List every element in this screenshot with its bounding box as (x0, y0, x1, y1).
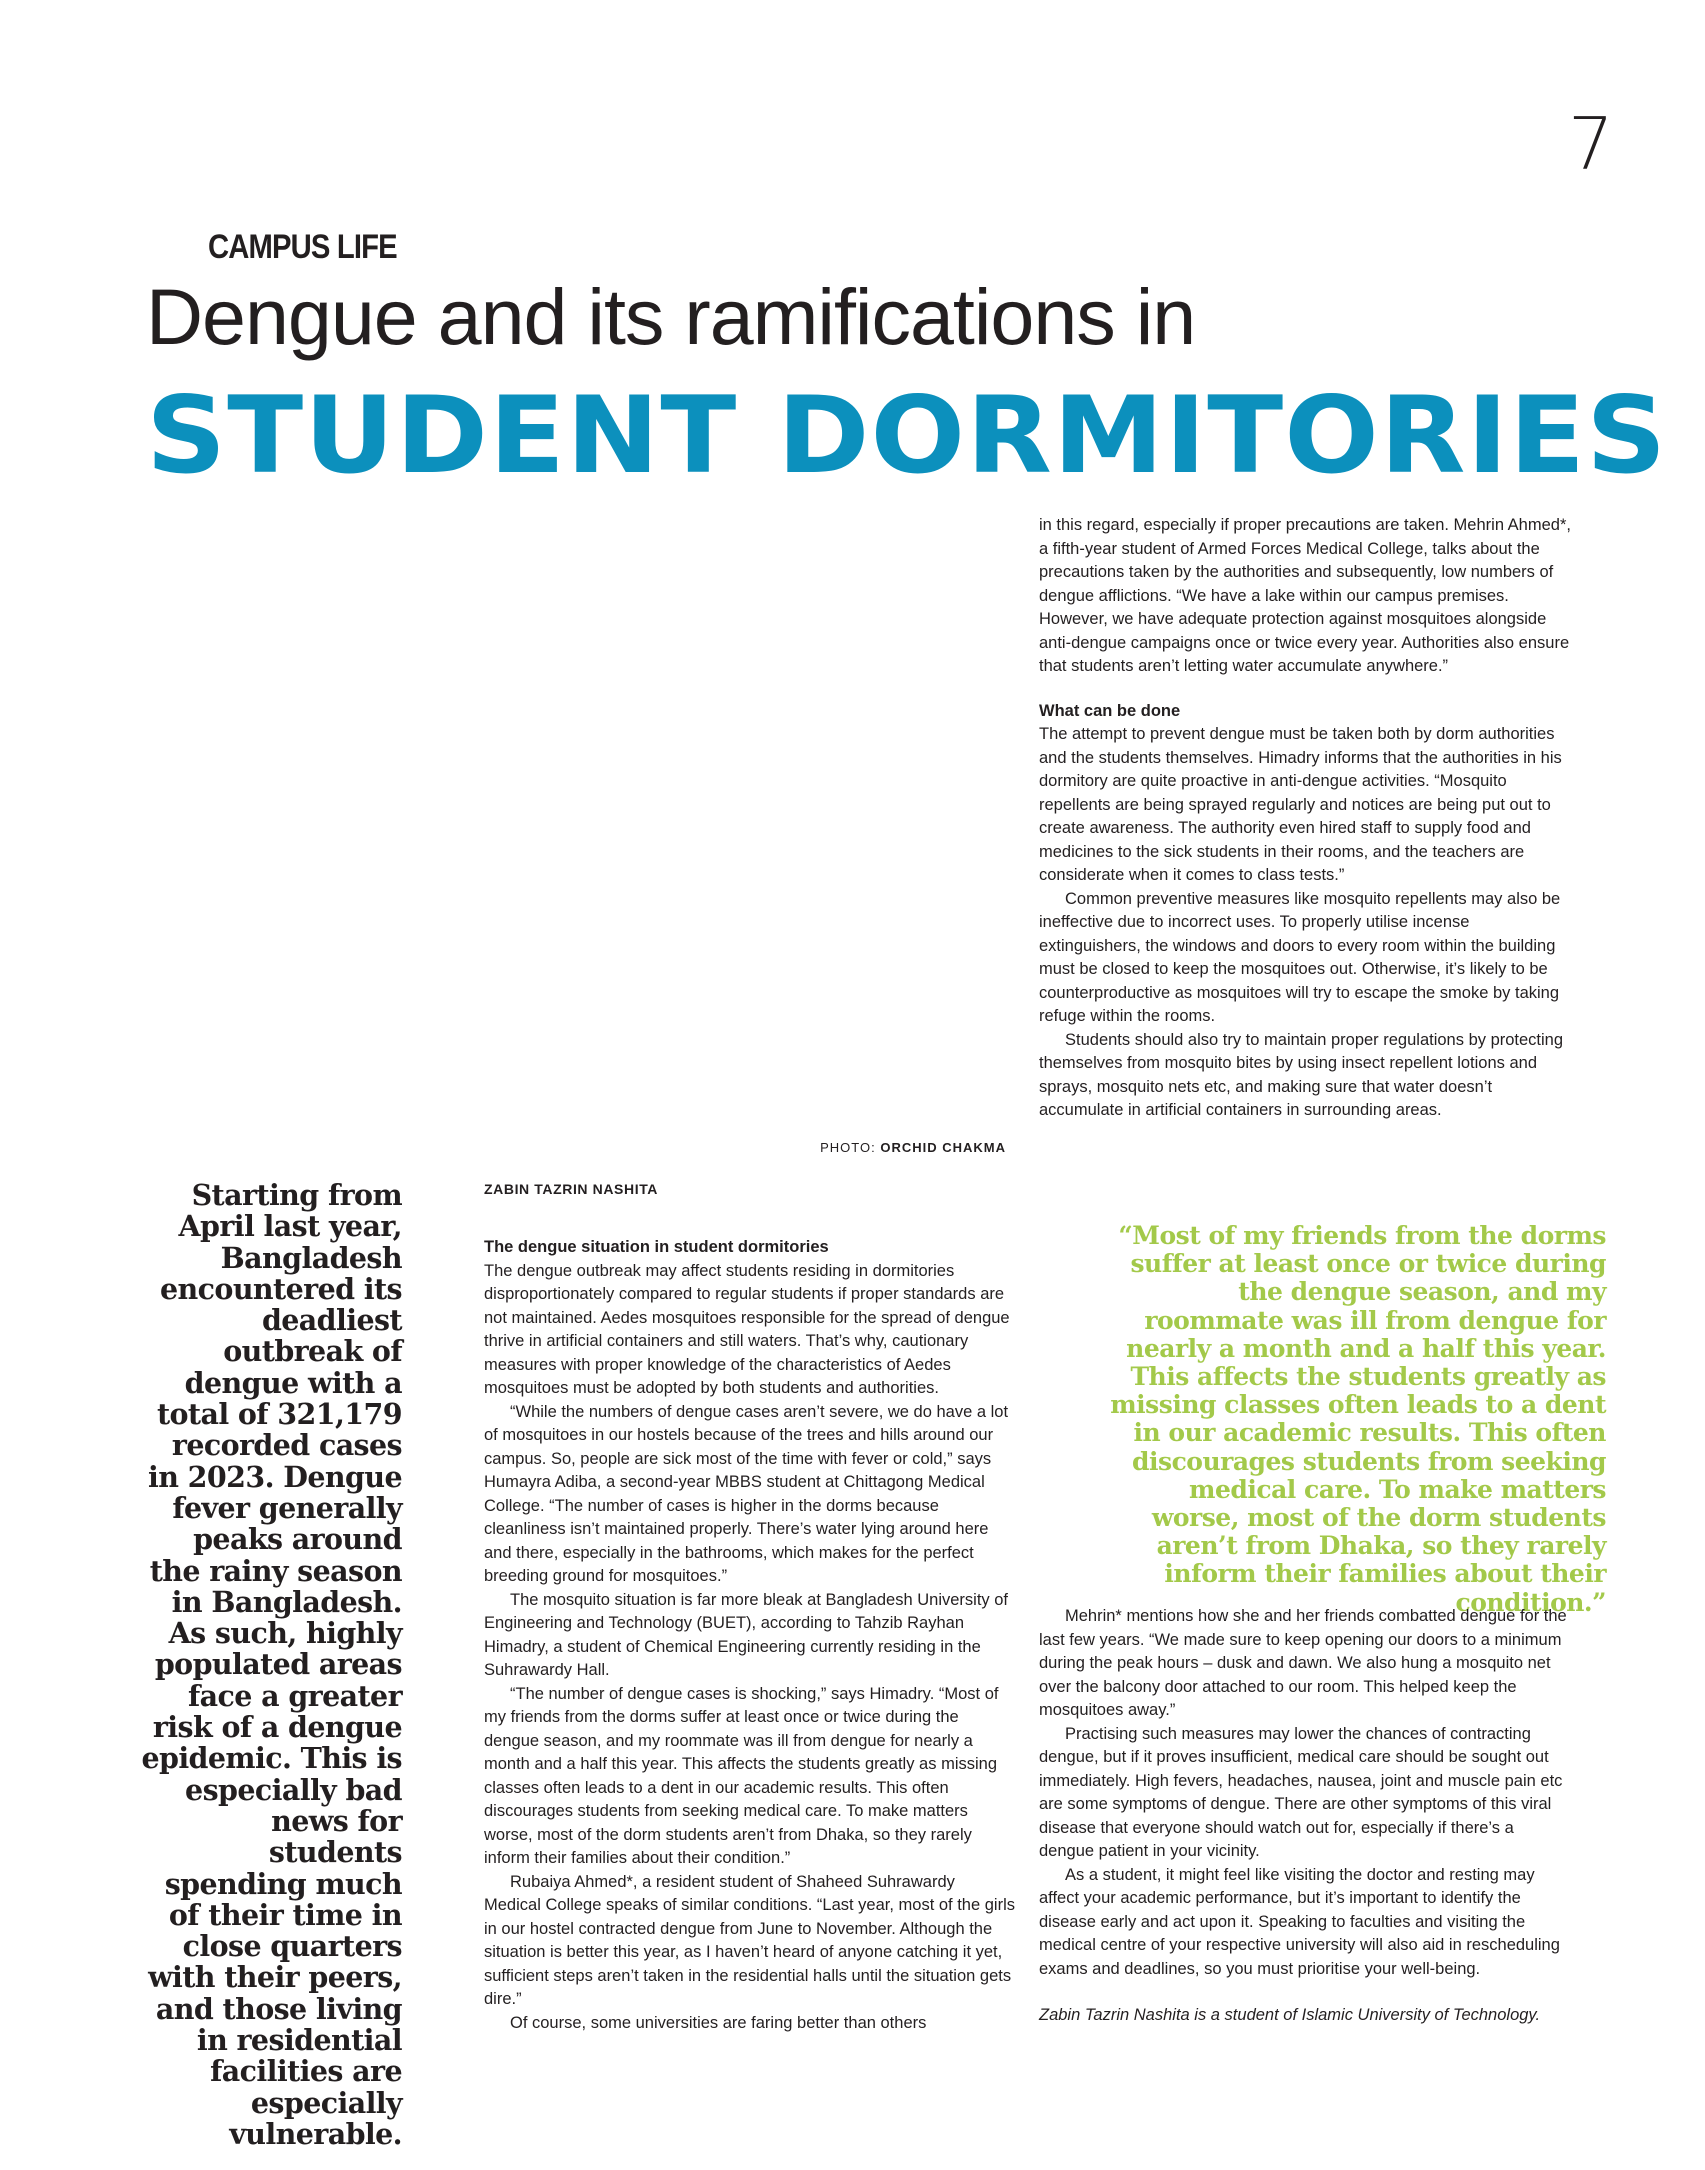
photo-credit-prefix: PHOTO: (820, 1140, 881, 1155)
subheading: The dengue situation in student dormitories (484, 1238, 829, 1256)
paragraph: Mehrin* mentions how she and her friends combatted dengue for the last few years. “We made sure to keep opening our doors to a minimum during the peak hours – dusk and dawn. We also hung a mosquito net over the balcony door attached to our room. This helped keep the mosquitoes away.” (1039, 1607, 1567, 1719)
headline-line-1: Dengue and its ramifications in (146, 272, 1196, 361)
article-column-3-bottom (1039, 1605, 1571, 2028)
photo-credit-name: ORCHID CHAKMA (880, 1140, 1006, 1155)
paragraph: Common preventive measures like mosquito repellents may also be ineffective due to incorrect uses. To properly utilise incense extinguishers, the windows and doors to every room within the building must be closed to keep the mosquitoes out. Otherwise, it’s likely to be counterproductive as mosquitoes will try to escape the smoke by taking refuge within the rooms. (1039, 889, 1561, 1025)
paragraph: The dengue outbreak may affect students residing in dormitories disproportionately compared to regular students if proper standards are not maintained. Aedes mosquitoes responsible for the spread of dengue thrive in artificial containers and still waters. That’s why, cautionary measures with proper knowledge of the characteristics of Aedes mosquitoes must be adopted by both students and authorities. (484, 1261, 1010, 1397)
intro-blurb: Starting from April last year, Bangladesh encountered its deadliest outbreak of dengue with a total of 321,179 recorded cases in 2023. Dengue fever generally peaks around the rainy season in Bangladesh. As such, highly populated areas face a greater risk of a dengue epidemic. This is especially bad news for students spending much of their time in close quarters with their peers, and those living in residential facilities are especially vulnerable. (141, 1178, 402, 2151)
paragraph: As a student, it might feel like visiting the doctor and resting may affect your academic performance, but it’s important to identify the disease early and act upon it. Speaking to faculties and visiting the medical centre of your respective university will also aid in rescheduling exams and deadlines, so you must prioritise your well-being. (1039, 1865, 1560, 1978)
author-bio: Zabin Tazrin Nashita is a student of Islamic University of Technology. (1039, 2006, 1541, 2024)
photo-credit (760, 1140, 1006, 1155)
paragraph: “While the numbers of dengue cases aren’t severe, we do have a lot of mosquitoes in our hostels because of the trees and hills around our campus. So, people are sick most of the time with fever or cold,” says Humayra Adiba, a second-year MBBS student at Chittagong Medical College. “The number of cases is higher in the dorms because cleanliness isn’t maintained properly. There’s water lying around here and there, especially in the bathrooms, which makes for the perfect breeding ground for mosquitoes.” (484, 1402, 1009, 1585)
subheading: What can be done (1039, 701, 1181, 720)
paragraph: in this regard, especially if proper precautions are taken. Mehrin Ahmed*, a fifth-year student of Armed Forces Medical College, talks about the precautions taken by the authorities and subsequently, low numbers of dengue afflictions. “We have a lake within our campus premises. However, we have adequate protection against mosquitoes alongside anti-dengue campaigns once or twice every year. Authorities also ensure that students aren’t letting water accumulate anywhere.” (1039, 516, 1571, 675)
paragraph: Students should also try to maintain proper regulations by protecting themselves from mosquito bites by using insect repellent lotions and sprays, mosquito nets etc, and making sure that water doesn’t accumulate in artificial containers in surrounding areas. (1039, 1030, 1564, 1119)
paragraph: Practising such measures may lower the chances of contracting dengue, but if it proves insufficient, medical care should be sought out immediately. High fevers, headaches, nausea, joint and muscle pain etc are some symptoms of dengue. There are other symptoms of this viral disease that everyone should watch out for, especially if there’s a dengue patient in your vicinity. (1039, 1724, 1563, 1860)
page-number: 7 (1568, 102, 1614, 186)
paragraph: The mosquito situation is far more bleak at Bangladesh University of Engineering and Technology (BUET), according to Tahzib Rayhan Himadry, a student of Chemical Engineering currently residing in the Suhrawardy Hall. (484, 1590, 1008, 1679)
byline: ZABIN TAZRIN NASHITA (484, 1181, 659, 1197)
paragraph: Of course, some universities are faring better than others (510, 2013, 927, 2032)
paragraph: “The number of dengue cases is shocking,” says Himadry. “Most of my friends from the dorms suffer at least once or twice during the dengue season, and my roommate was ill from dengue for nearly a month and a half this year. This affects the students greatly as missing classes often leads to a dent in our academic results. This often discourages students from seeking medical care. To make matters worse, most of the dorm students aren’t from Dhaka, so they rarely inform their families about their condition.” (484, 1684, 999, 1867)
pull-quote: “Most of my friends from the dorms suffer at least once or twice during the dengue season, and my roommate was ill from dengue for nearly a month and a half this year. This affects the students greatly as missing classes often leads to a dent in our academic results. This often discourages students from seeking medical care. To make matters worse, most of the dorm students aren’t from Dhaka, so they rarely inform their families about their condition.” (1110, 1221, 1606, 1617)
section-label: CAMPUS LIFE (208, 228, 397, 266)
paragraph: Rubaiya Ahmed*, a resident student of Shaheed Suhrawardy Medical College speaks of similar conditions. “Last year, most of the girls in our hostel contracted dengue from June to November. Although the situation is better this year, as I haven’t heard of anyone catching it yet, sufficient steps aren’t taken in the residential halls until the situation gets dire.” (484, 1872, 1015, 2008)
article-column-2 (484, 1236, 1016, 2035)
paragraph: The attempt to prevent dengue must be taken both by dorm authorities and the students themselves. Himadry informs that the authorities in his dormitory are quite proactive in anti-dengue activities. “Mosquito repellents are being sprayed regularly and notices are being put out to create awareness. The authority even hired staff to supply food and medicines to the sick students in their rooms, and the teachers are considerate when it comes to class tests.” (1039, 725, 1562, 884)
headline-line-2: STUDENT DORMITORIES (146, 374, 1668, 497)
article-column-3-top (1039, 514, 1571, 1123)
